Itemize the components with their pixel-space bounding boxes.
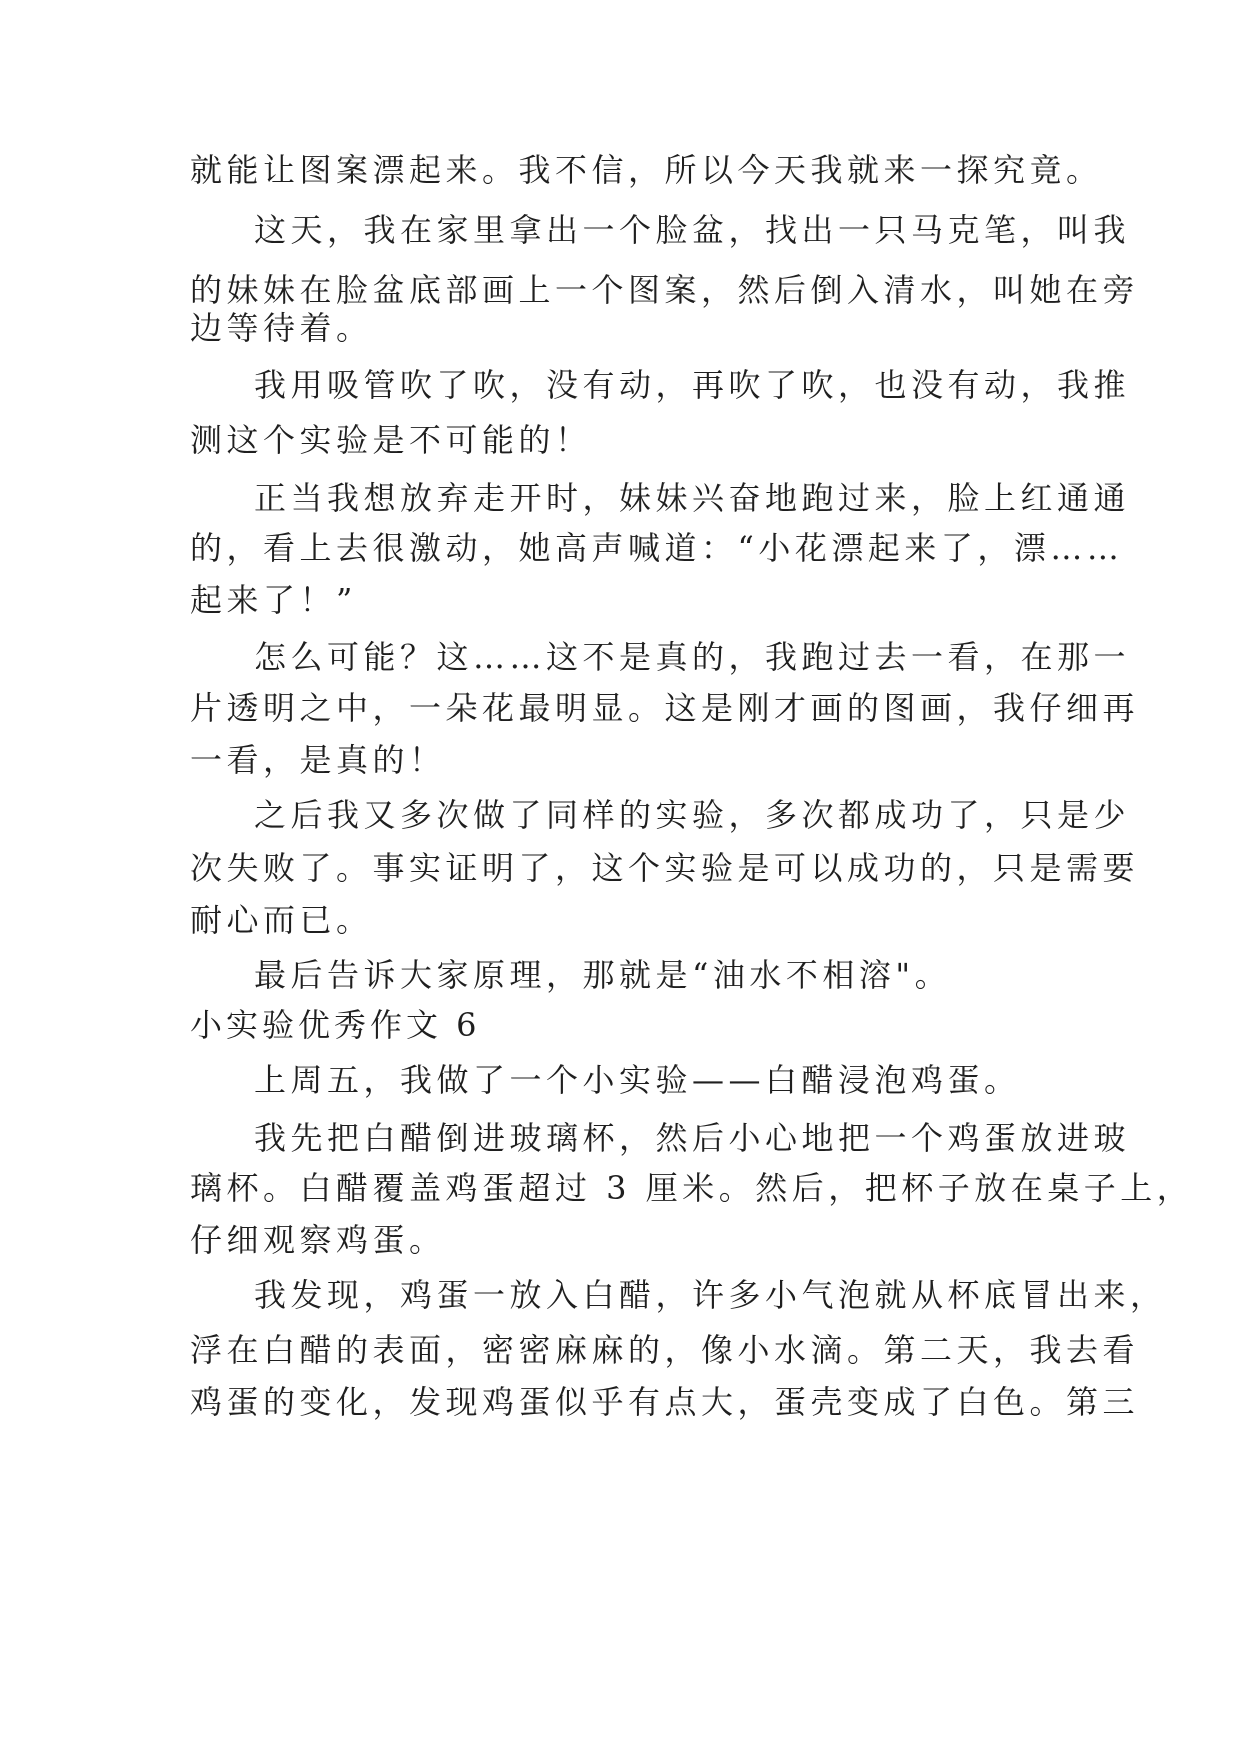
text-line: 鸡蛋的变化，发现鸡蛋似乎有点大，蛋壳变成了白色。第三 [190,1383,1140,1421]
text-line: 这天，我在家里拿出一个脸盆，找出一只马克笔，叫我 [254,211,1131,249]
text-line: 我先把白醋倒进玻璃杯，然后小心地把一个鸡蛋放进玻 [254,1119,1131,1157]
text-line: 一看，是真的！ [190,741,446,779]
section-heading: 小实验优秀作文 6 [190,1006,481,1044]
text-line: 怎么可能？这……这不是真的，我跑过去一看，在那一 [254,638,1131,676]
text-line: 次失败了。事实证明了，这个实验是可以成功的，只是需要 [190,849,1140,887]
text-line: 就能让图案漂起来。我不信，所以今天我就来一探究竟。 [190,151,1103,189]
text-line: 片透明之中，一朵花最明显。这是刚才画的图画，我仔细再 [190,689,1140,727]
text-line: 我发现，鸡蛋一放入白醋，许多小气泡就从杯底冒出来， [254,1276,1167,1314]
text-line: 正当我想放弃走开时，妹妹兴奋地跑过来，脸上红通通 [254,479,1131,517]
text-line: 仔细观察鸡蛋。 [190,1221,446,1259]
text-line: 璃杯。白醋覆盖鸡蛋超过 3 厘米。然后，把杯子放在桌子上， [190,1169,1194,1207]
text-line: 上周五，我做了一个小实验——白醋浸泡鸡蛋。 [254,1061,1021,1099]
text-line: 最后告诉大家原理，那就是“油水不相溶"。 [254,956,952,994]
text-line: 起来了！” [190,581,357,619]
text-line: 浮在白醋的表面，密密麻麻的，像小水滴。第二天，我去看 [190,1331,1140,1369]
text-line: 的妹妹在脸盆底部画上一个图案，然后倒入清水，叫她在旁 [190,271,1140,309]
text-line: 的，看上去很激动，她高声喊道：“小花漂起来了，漂…… [190,529,1124,567]
text-line: 耐心而已。 [190,901,373,939]
text-line: 之后我又多次做了同样的实验，多次都成功了，只是少 [254,796,1131,834]
text-line: 测这个实验是不可能的！ [190,421,592,459]
text-line: 我用吸管吹了吹，没有动，再吹了吹，也没有动，我推 [254,366,1131,404]
text-line: 边等待着。 [190,309,373,347]
